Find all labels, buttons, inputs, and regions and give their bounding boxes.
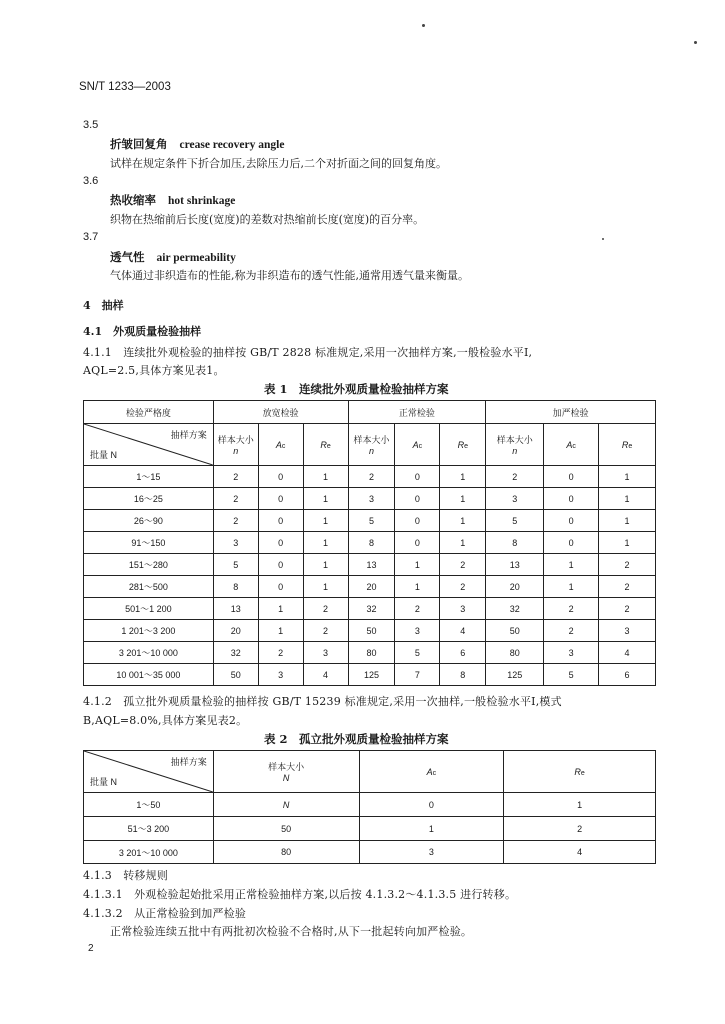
ac-header: Ac: [544, 424, 599, 466]
re-header: Re: [599, 424, 656, 466]
diag-bottom-label: 批量 N: [90, 450, 118, 460]
ac-header: Ac: [359, 751, 504, 793]
re-header: Re: [303, 424, 348, 466]
term-en: crease recovery angle: [179, 139, 285, 151]
diagonal-header-cell: [84, 751, 214, 793]
paragraph-4-1-1-line1: 4.1.1 连续批外观检验的抽样按 GB/T 2828 标准规定,采用一次抽样方案,一般检验水平Ⅰ,: [83, 346, 533, 359]
page-number: 2: [88, 943, 94, 954]
diag-bottom-label: 批量 N: [90, 777, 118, 787]
term-definition: 织物在热缩前后长度(宽度)的差数对热缩前长度(宽度)的百分率。: [110, 213, 425, 226]
table1-caption: 表 1 连续批外观质量检验抽样方案: [264, 382, 449, 396]
table-row: 3 201～10 000 32 2 3 80 5 6 80 3 4: [84, 642, 656, 664]
table-row: 1～50 N 0 1: [84, 793, 656, 817]
table-row: 26～90 2 0 1 5 0 1 5 0 1: [84, 510, 656, 532]
term-zh: 透气性: [110, 250, 145, 264]
paragraph-4-1-2-line2: B,AQL=8.0%,具体方案见表2。: [83, 714, 248, 727]
table-row: 281～500 8 0 1 20 1 2 20 1 2: [84, 576, 656, 598]
diagonal-header-cell: [84, 424, 214, 466]
term-definition: 气体通过非织造布的性能,称为非织造布的透气性能,通常用透气量来衡量。: [110, 269, 469, 282]
table-row: 1 201～3 200 20 1 2 50 3 4 50 2 3: [84, 620, 656, 642]
diag-top-label: 抽样方案: [170, 430, 207, 440]
term-heading: [110, 136, 284, 152]
sample-size-header: 样本大小 n: [348, 424, 395, 466]
term-en: air permeability: [156, 252, 236, 264]
scan-speck: [422, 24, 425, 27]
group-header: 正常检验: [348, 401, 486, 424]
table-row: 151～280 5 0 1 13 1 2 13 1 2: [84, 554, 656, 576]
term-number: 3.5: [83, 119, 99, 131]
table-row: 1～15 2 0 1 2 0 1 2 0 1: [84, 466, 656, 488]
scan-speck: [602, 238, 604, 240]
sample-size-header: 样本大小 n: [486, 424, 544, 466]
term-number: 3.6: [83, 175, 99, 187]
table-row: 10 001～35 000 50 3 4 125 7 8 125 5 6: [84, 664, 656, 686]
sample-size-header: 样本大小 N: [213, 751, 359, 793]
term-zh: 热收缩率: [110, 193, 156, 207]
table-row: 51～3 200 50 1 2: [84, 817, 656, 841]
diag-top-label: 抽样方案: [170, 757, 207, 767]
re-header: Re: [440, 424, 486, 466]
re-header: Re: [504, 751, 656, 793]
sample-size-header: 样本大小 n: [213, 424, 258, 466]
term-number: 3.7: [83, 231, 99, 243]
table-row: 16～25 2 0 1 3 0 1 3 0 1: [84, 488, 656, 510]
section-heading-4-1: 4.1 外观质量检验抽样: [83, 325, 202, 338]
paragraph-4-1-3-1: 4.1.3.1 外观检验起始批采用正常检验抽样方案,以后按 4.1.3.2～4.1.3.5 进行转移。: [83, 888, 517, 901]
standard-number: SN/T 1233—2003: [79, 81, 171, 93]
term-heading: [110, 192, 235, 208]
ac-header: Ac: [395, 424, 440, 466]
table-row: 91～150 3 0 1 8 0 1 8 0 1: [84, 532, 656, 554]
section-heading-4: 4 抽样: [83, 299, 124, 312]
term-zh: 折皱回复角: [110, 137, 168, 151]
paragraph-4-1-3-2: 正常检验连续五批中有两批初次检验不合格时,从下一批起转向加严检验。: [110, 925, 473, 938]
severity-label: 检验严格度: [84, 401, 214, 424]
table1: [83, 400, 656, 686]
term-heading: [110, 249, 236, 265]
term-definition: 试样在规定条件下折合加压,去除压力后,二个对折面之间的回复角度。: [110, 157, 447, 170]
table2-caption: 表 2 孤立批外观质量检验抽样方案: [264, 732, 449, 746]
group-header: 放宽检验: [213, 401, 348, 424]
table-row: 501～1 200 13 1 2 32 2 3 32 2 2: [84, 598, 656, 620]
ac-header: Ac: [258, 424, 303, 466]
table2: [83, 750, 656, 864]
heading-4-1-3: 4.1.3 转移规则: [83, 869, 168, 882]
paragraph-4-1-2-line1: 4.1.2 孤立批外观质量检验的抽样按 GB/T 15239 标准规定,采用一次抽样,一般检验水平Ⅰ,模式: [83, 695, 562, 708]
paragraph-4-1-1-line2: AQL=2.5,具体方案见表1。: [83, 364, 225, 377]
group-header: 加严检验: [486, 401, 656, 424]
term-en: hot shrinkage: [168, 195, 236, 207]
table-row: 3 201～10 000 80 3 4: [84, 841, 656, 864]
heading-4-1-3-2: 4.1.3.2 从正常检验到加严检验: [83, 907, 247, 920]
scan-speck: [694, 41, 697, 44]
